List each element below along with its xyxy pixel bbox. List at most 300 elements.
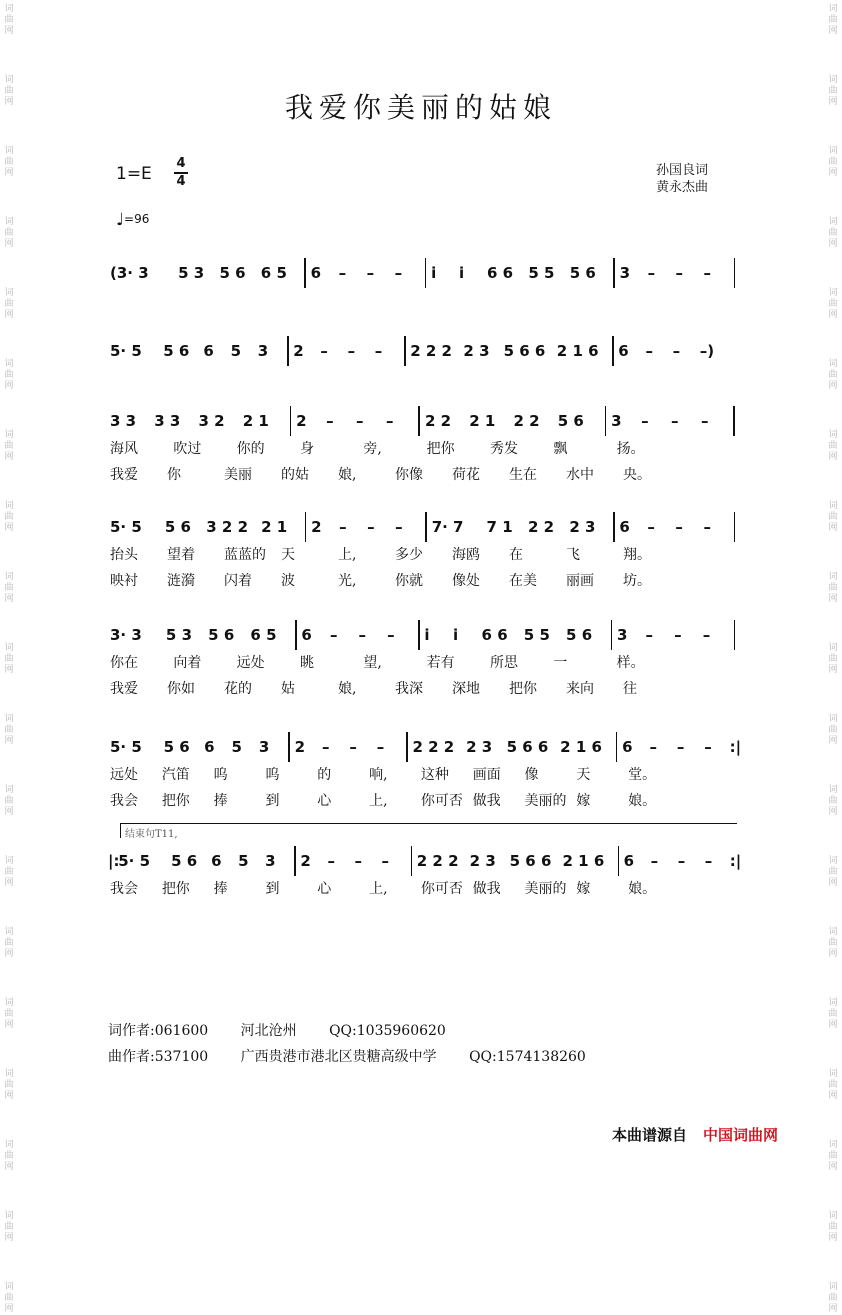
- watermark-group: [1, 501, 17, 534]
- credits: [656, 162, 708, 196]
- note-group: –: [354, 852, 362, 870]
- note-group: 3: [257, 342, 269, 360]
- note-group: 7 1: [486, 518, 513, 536]
- note-group: 5: [238, 852, 249, 870]
- lyric-word: 望,: [363, 655, 382, 671]
- note-group: 5· 5: [110, 342, 142, 360]
- watermark-char: 词: [4, 927, 14, 937]
- note-group: –: [676, 738, 685, 756]
- note-group: –: [645, 342, 653, 360]
- watermark-char: 曲: [828, 654, 838, 664]
- watermark-char: 曲: [828, 796, 838, 806]
- notation-line: [108, 620, 738, 650]
- note-group: 6 6: [487, 264, 514, 282]
- watermark-char: 网: [828, 523, 838, 533]
- watermark-char: 词: [4, 217, 14, 227]
- note-group: 5 6: [557, 412, 584, 430]
- note-group: –: [339, 518, 347, 536]
- source-brand-link[interactable]: 中国词曲网: [703, 1126, 779, 1144]
- lyric-word: 画面: [472, 767, 501, 783]
- watermark-group: [1, 1140, 17, 1173]
- note-group: –: [647, 264, 656, 282]
- lyric-word: 我会: [110, 881, 138, 897]
- key-signature: 1=E: [116, 164, 152, 184]
- watermark-char: 词: [4, 501, 14, 511]
- barline: [294, 846, 296, 876]
- watermark-group: [1, 217, 17, 250]
- volta-label: 结束句T11,: [125, 829, 178, 840]
- barline: [613, 512, 615, 542]
- watermark-group: [825, 4, 841, 37]
- lyric-word: 堂。: [628, 767, 657, 783]
- watermark-char: 网: [828, 168, 838, 178]
- note-group: –: [376, 738, 385, 756]
- lyric-word: 响,: [369, 767, 388, 783]
- note-group: 3: [265, 852, 276, 870]
- note-group: 2 2 2: [412, 738, 455, 756]
- watermark-char: 曲: [4, 86, 14, 96]
- note-group: –: [321, 738, 330, 756]
- note-group: 5· 5: [118, 852, 151, 870]
- note-group: 5 5: [528, 264, 555, 282]
- watermark-char: 曲: [828, 370, 838, 380]
- watermark-char: 网: [828, 949, 838, 959]
- watermark-group: [1, 1282, 17, 1315]
- note-group: 6: [623, 852, 635, 870]
- note-group: –: [641, 412, 649, 430]
- notation-line: [108, 732, 742, 762]
- barline: [605, 406, 607, 436]
- note-group: 2 3: [569, 518, 596, 536]
- lyric-word: 上,: [369, 881, 388, 897]
- watermark-group: [1, 856, 17, 889]
- note-group: 5· 5: [110, 518, 142, 536]
- watermark-group: [825, 430, 841, 463]
- watermark-char: 网: [828, 878, 838, 888]
- watermark-group: [1, 146, 17, 179]
- watermark-char: 网: [828, 1233, 838, 1243]
- note-group: 6: [211, 852, 222, 870]
- watermark-char: 曲: [4, 15, 14, 25]
- watermark-char: 曲: [4, 654, 14, 664]
- note-group: 5 3: [178, 264, 205, 282]
- score-row: [108, 846, 742, 902]
- note-group: 5 6: [569, 264, 596, 282]
- note-group: –: [374, 342, 383, 360]
- lyric-word: 在: [509, 547, 523, 563]
- watermark-char: 网: [4, 949, 14, 959]
- watermark-char: 词: [4, 4, 14, 14]
- lyric-word: 娘,: [338, 467, 357, 483]
- lyric-word: 水中: [566, 467, 594, 483]
- watermark-char: 网: [4, 239, 14, 249]
- note-group: 2 1 6: [556, 342, 599, 360]
- watermark-char: 词: [828, 1069, 838, 1079]
- watermark-char: 曲: [828, 583, 838, 593]
- lyric-word: 飘: [553, 441, 568, 457]
- lyric-word: 捧: [213, 793, 228, 809]
- watermark-char: 网: [4, 523, 14, 533]
- watermark-char: 网: [828, 97, 838, 107]
- lyric-word: 像: [524, 767, 539, 783]
- quarter-note-icon: ♩: [116, 210, 125, 230]
- watermark-char: 曲: [4, 1151, 14, 1161]
- tempo-value: =96: [124, 212, 150, 226]
- watermark-group: [825, 1069, 841, 1102]
- song-title: 我爱你美丽的姑娘: [284, 91, 557, 124]
- note-group: i: [431, 264, 437, 282]
- note-group: i: [452, 626, 459, 644]
- watermark-char: 曲: [4, 1222, 14, 1232]
- lyric-word: 的姑: [281, 467, 309, 483]
- lyric-word: 花的: [224, 681, 252, 697]
- note-group: 2 1: [261, 518, 288, 536]
- lyric-word: 样。: [616, 655, 645, 671]
- note-group: 5 5: [523, 626, 550, 644]
- watermark-group: [1, 4, 17, 37]
- lyric-word: 捧: [213, 881, 228, 897]
- watermark-char: 网: [4, 168, 14, 178]
- watermark-char: 词: [828, 572, 838, 582]
- watermark-char: 曲: [4, 583, 14, 593]
- lyric-word: 荷花: [452, 467, 480, 483]
- volta-bracket: [120, 823, 737, 838]
- watermark-char: 网: [4, 1162, 14, 1172]
- watermark-char: 曲: [4, 512, 14, 522]
- composer-location: 广西贵港市港北区贵糖高级中学: [240, 1049, 437, 1065]
- lyric-word: 到: [265, 793, 280, 809]
- watermark-char: 词: [828, 1140, 838, 1150]
- lyric-word: 娘。: [628, 881, 657, 897]
- note-group: 2 2: [425, 412, 452, 430]
- note-group: (3· 3: [110, 264, 149, 282]
- note-group: –: [702, 626, 711, 644]
- lyric-word: 吹过: [173, 441, 202, 457]
- lyric-line-2: [108, 678, 738, 702]
- note-group: 5 6: [163, 342, 190, 360]
- watermark-group: [1, 998, 17, 1031]
- watermark-char: 网: [4, 1091, 14, 1101]
- lyric-word: 心: [317, 793, 332, 809]
- lyric-word: 天: [281, 547, 295, 563]
- note-group: 2 2 2: [416, 852, 459, 870]
- watermark-char: 词: [828, 998, 838, 1008]
- watermark-char: 网: [4, 736, 14, 746]
- watermark-char: 网: [828, 1304, 838, 1314]
- watermark-group: [825, 998, 841, 1031]
- watermark-char: 网: [4, 807, 14, 817]
- note-group: 2: [293, 342, 304, 360]
- watermark-char: 词: [4, 1140, 14, 1150]
- note-group: –: [327, 852, 335, 870]
- watermark-char: 词: [828, 430, 838, 440]
- watermark-char: 词: [828, 785, 838, 795]
- barline: [734, 512, 736, 542]
- right-watermark-strip: [825, 0, 841, 1314]
- watermark-char: 网: [4, 1020, 14, 1030]
- watermark-char: 词: [828, 1282, 838, 1292]
- lyric-word: 往: [623, 681, 637, 697]
- watermark-char: 曲: [4, 299, 14, 309]
- note-group: 2: [300, 852, 311, 870]
- watermark-group: [825, 359, 841, 392]
- lyric-word: 蓝蓝的: [224, 547, 266, 563]
- note-group: 2 2 2: [410, 342, 452, 360]
- note-group: –: [674, 626, 682, 644]
- barline: [734, 620, 736, 650]
- watermark-char: 词: [828, 856, 838, 866]
- lyric-word: 姑: [281, 681, 295, 697]
- lyric-word: 向着: [173, 655, 202, 671]
- watermark-char: 网: [4, 310, 14, 320]
- lyric-word: 天: [576, 767, 591, 783]
- lyric-word: 海风: [110, 441, 138, 457]
- lyric-word: 秀发: [490, 441, 518, 457]
- lyric-word: 上,: [369, 793, 388, 809]
- note-group: 5 6: [566, 626, 593, 644]
- watermark-char: 网: [828, 807, 838, 817]
- lyric-word: 身: [300, 441, 314, 457]
- watermark-char: 词: [828, 146, 838, 156]
- lyricist-qq: QQ:1035960620: [329, 1023, 446, 1039]
- watermark-char: 词: [4, 430, 14, 440]
- lyric-word: 波: [281, 573, 295, 589]
- watermark-char: 曲: [828, 1009, 838, 1019]
- note-group: 5 6: [163, 738, 190, 756]
- note-group: –: [394, 264, 403, 282]
- barline: [616, 732, 618, 762]
- note-group: 5 6: [219, 264, 246, 282]
- watermark-char: 曲: [828, 299, 838, 309]
- lyric-word: 丽画: [566, 573, 594, 589]
- lyric-word: 远处: [110, 767, 138, 783]
- lyric-word: 翔。: [623, 547, 651, 563]
- lyric-word: 映衬: [110, 573, 138, 589]
- watermark-char: 曲: [828, 1222, 838, 1232]
- note-group: 6: [310, 264, 322, 282]
- composer: 黄永杰曲: [656, 180, 709, 195]
- watermark-group: [825, 288, 841, 321]
- watermark-char: 网: [828, 1162, 838, 1172]
- watermark-group: [825, 146, 841, 179]
- watermark-char: 词: [828, 75, 838, 85]
- watermark-char: 曲: [4, 867, 14, 877]
- watermark-char: 网: [828, 310, 838, 320]
- barline: [411, 846, 413, 876]
- lyric-word: 远处: [236, 655, 265, 671]
- watermark-char: 曲: [4, 1009, 14, 1019]
- lyric-word: 上,: [338, 547, 357, 563]
- watermark-char: 曲: [4, 938, 14, 948]
- lyric-word: 娘,: [338, 681, 357, 697]
- repeat-end: :|: [729, 852, 742, 870]
- watermark-char: 曲: [4, 441, 14, 451]
- note-group: –: [395, 518, 403, 536]
- watermark-group: [825, 714, 841, 747]
- note-group: 2 3: [466, 738, 493, 756]
- note-group: 2 1 6: [562, 852, 605, 870]
- note-group: 2: [294, 738, 306, 756]
- note-group: 3: [258, 738, 270, 756]
- note-group: –: [677, 852, 686, 870]
- watermark-char: 曲: [4, 796, 14, 806]
- note-group: 6: [301, 626, 312, 644]
- lyric-line-1: [108, 438, 738, 462]
- time-signature-top: 4: [176, 156, 186, 171]
- lyric-word: 你如: [167, 681, 195, 697]
- lyric-word: 把你: [426, 441, 455, 457]
- lyric-word: 我会: [110, 793, 138, 809]
- lyric-line-1: [108, 652, 738, 676]
- barline: [613, 258, 615, 288]
- note-group: –: [347, 342, 356, 360]
- watermark-char: 词: [828, 288, 838, 298]
- score-row: [108, 336, 738, 366]
- watermark-char: 词: [4, 572, 14, 582]
- time-signature-bottom: 4: [176, 173, 186, 189]
- note-group: 3 3: [110, 412, 137, 430]
- watermark-char: 网: [828, 1091, 838, 1101]
- lyric-line-1: [108, 544, 738, 568]
- watermark-group: [1, 643, 17, 676]
- watermark-char: 网: [828, 594, 838, 604]
- lyric-word: 生在: [509, 467, 537, 483]
- note-group: 6 5: [250, 626, 277, 644]
- lyric-word: 把你: [509, 681, 537, 697]
- watermark-char: 曲: [828, 228, 838, 238]
- score-row: [108, 732, 742, 814]
- barline: [288, 732, 290, 762]
- watermark-char: 网: [4, 452, 14, 462]
- lyric-word: 我爱: [110, 681, 138, 697]
- barline: [418, 620, 420, 650]
- note-group: 2 2: [527, 518, 555, 536]
- lyric-word: 你像: [395, 467, 423, 483]
- note-group: 7· 7: [431, 518, 464, 536]
- lyric-word: 你可否: [420, 793, 463, 809]
- watermark-char: 曲: [828, 938, 838, 948]
- note-group: –: [366, 264, 375, 282]
- repeat-end: :|: [729, 738, 742, 756]
- repeat-start: |:: [108, 852, 120, 870]
- barline: [611, 620, 613, 650]
- watermark-group: [825, 217, 841, 250]
- note-group: –: [703, 518, 711, 536]
- note-group: –: [671, 412, 679, 430]
- watermark-char: 词: [4, 643, 14, 653]
- lyric-word: 你在: [110, 655, 138, 671]
- lyric-word: 海鸥: [452, 547, 480, 563]
- note-group: 2 1: [242, 412, 269, 430]
- watermark-char: 曲: [828, 157, 838, 167]
- barline: [418, 406, 420, 436]
- barline: [734, 258, 736, 288]
- watermark-char: 网: [4, 1304, 14, 1314]
- note-group: 3: [619, 264, 631, 282]
- watermark-char: 词: [4, 1069, 14, 1079]
- watermark-char: 曲: [828, 441, 838, 451]
- note-group: 5 6: [171, 852, 198, 870]
- lyric-word: 汽笛: [161, 767, 190, 783]
- footer-line-2: [108, 1044, 614, 1070]
- lyric-word: 美丽: [224, 467, 252, 483]
- lyric-word: 我深: [395, 681, 423, 697]
- note-group: –: [320, 342, 328, 360]
- watermark-char: 词: [4, 288, 14, 298]
- barline: [295, 620, 297, 650]
- lyric-word: 涟漪: [167, 573, 195, 589]
- note-group: 6: [622, 738, 633, 756]
- notation-line: [108, 846, 742, 876]
- note-group: 3: [616, 626, 628, 644]
- watermark-group: [1, 714, 17, 747]
- watermark-char: 网: [4, 381, 14, 391]
- note-group: –: [349, 738, 357, 756]
- barline: [406, 732, 408, 762]
- lyricist: 孙国良词: [656, 163, 709, 178]
- watermark-group: [1, 785, 17, 818]
- lyric-word: 扬。: [616, 441, 645, 457]
- note-group: 5 6: [164, 518, 191, 536]
- watermark-char: 曲: [4, 1080, 14, 1090]
- note-group: –: [647, 518, 655, 536]
- watermark-char: 词: [828, 4, 838, 14]
- watermark-char: 词: [4, 998, 14, 1008]
- watermark-char: 词: [4, 1211, 14, 1221]
- score-row: [108, 620, 738, 702]
- note-group: i: [424, 626, 430, 644]
- watermark-char: 网: [828, 665, 838, 675]
- watermark-char: 词: [4, 146, 14, 156]
- lyric-word: 你的: [236, 441, 265, 457]
- barline: [304, 258, 306, 288]
- notation-line: [108, 512, 738, 542]
- watermark-char: 曲: [4, 228, 14, 238]
- note-group: –: [672, 342, 681, 360]
- note-group: 3 2 2: [206, 518, 249, 536]
- tempo-marking: [116, 210, 149, 230]
- note-group: –): [699, 342, 715, 360]
- source-attribution: [612, 1124, 778, 1145]
- footer-credits: [108, 1018, 614, 1070]
- lyric-word: 央。: [623, 467, 651, 483]
- note-group: –: [703, 264, 711, 282]
- barline: [290, 406, 292, 436]
- barline: [612, 336, 614, 366]
- note-group: 5· 5: [110, 738, 142, 756]
- note-group: 5 6 6: [503, 342, 546, 360]
- barline: [425, 258, 427, 288]
- watermark-char: 词: [828, 217, 838, 227]
- watermark-group: [825, 643, 841, 676]
- lyric-word: 美丽的: [524, 881, 567, 897]
- lyric-word: 旁,: [363, 441, 382, 457]
- notation-line: [108, 336, 738, 366]
- watermark-char: 网: [828, 239, 838, 249]
- watermark-group: [825, 1211, 841, 1244]
- watermark-group: [825, 572, 841, 605]
- note-group: 2: [311, 518, 322, 536]
- source-label: 本曲谱源自: [612, 1126, 688, 1144]
- lyric-word: 把你: [161, 881, 190, 897]
- watermark-char: 曲: [4, 725, 14, 735]
- lyric-word: 把你: [161, 793, 190, 809]
- watermark-group: [825, 1282, 841, 1315]
- note-group: 2 1 6: [560, 738, 602, 756]
- lyric-word: 像处: [452, 573, 480, 589]
- lyric-word: 若有: [426, 655, 455, 671]
- lyric-word: 的: [317, 767, 332, 783]
